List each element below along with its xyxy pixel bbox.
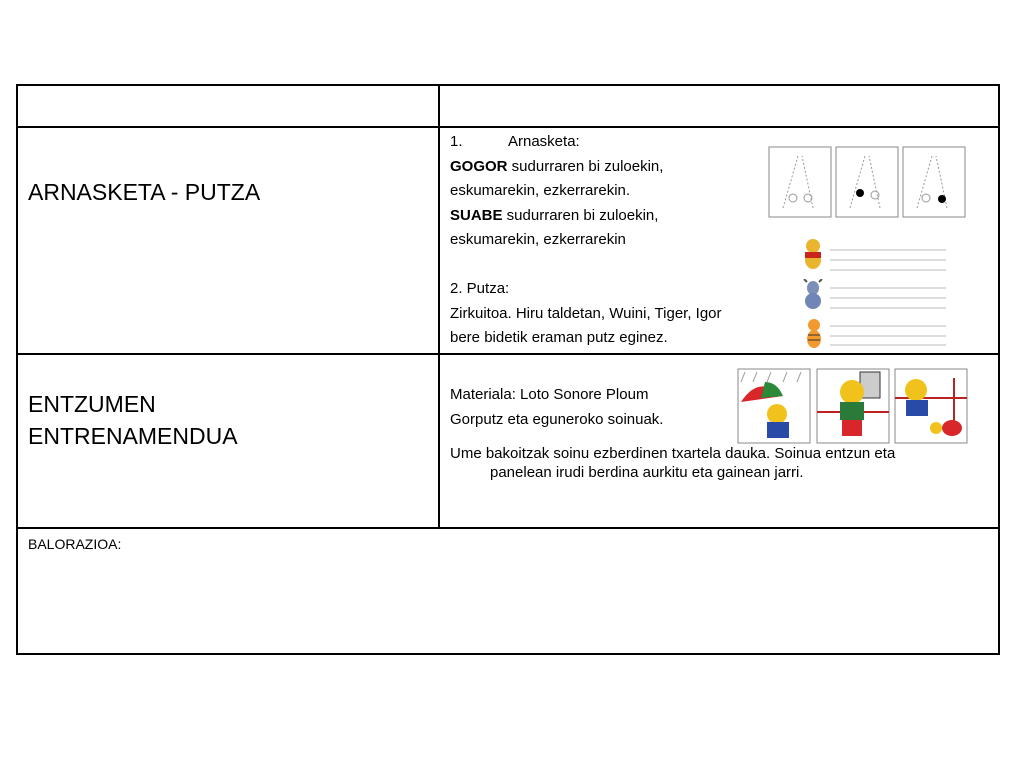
activity-table	[16, 84, 1000, 655]
section-title-listening	[28, 388, 238, 452]
row-divider-2	[18, 353, 998, 355]
column-divider	[438, 86, 440, 528]
text-line: Materiala: Loto Sonore Ploum	[450, 386, 649, 403]
row-divider-1	[18, 126, 998, 128]
row-divider-3	[18, 527, 998, 529]
bear-hens-icon	[894, 368, 968, 444]
text-line: Zirkuitoa. Hiru taldetan, Wuini, Tiger, Igor	[450, 304, 722, 322]
step-2-heading: 2. Putza:	[450, 280, 510, 297]
text-line: panelean irudi berdina aurkitu eta gainean jarri.	[490, 464, 804, 481]
section-title-breathing: ARNASKETA - PUTZA	[28, 179, 261, 205]
evaluation-label: BALORAZIOA:	[28, 536, 122, 552]
text-line: eskumarekin, ezkerrarekin.	[450, 182, 631, 199]
gogor-line: GOGOR sudurraren bi zuloekin,	[450, 157, 664, 175]
text-line: eskumarekin, ezkerrarekin	[450, 231, 626, 248]
bear-window-icon	[816, 368, 890, 444]
text-line: bere bidetik eraman putz eginez.	[450, 329, 668, 346]
suabe-line: SUABE sudurraren bi zuloekin,	[450, 206, 659, 224]
tracing-lines	[830, 246, 950, 346]
bear-umbrella-icon	[737, 368, 811, 444]
title-line: ENTZUMEN	[28, 391, 156, 417]
breathing-instructions	[450, 130, 722, 351]
nose-diagram-icon	[768, 146, 968, 220]
text-line: Ume bakoitzak soinu ezberdinen txartela dauka. Soinua entzun eta	[450, 445, 896, 462]
eeyore-icon	[801, 279, 825, 311]
step-1-heading: 1. Arnasketa:	[450, 133, 580, 150]
text-line: Gorputz eta eguneroko soinuak.	[450, 410, 664, 428]
title-line: ENTRENAMENDUA	[28, 423, 238, 449]
tigger-icon	[803, 317, 825, 349]
winnie-pooh-icon	[801, 238, 825, 270]
